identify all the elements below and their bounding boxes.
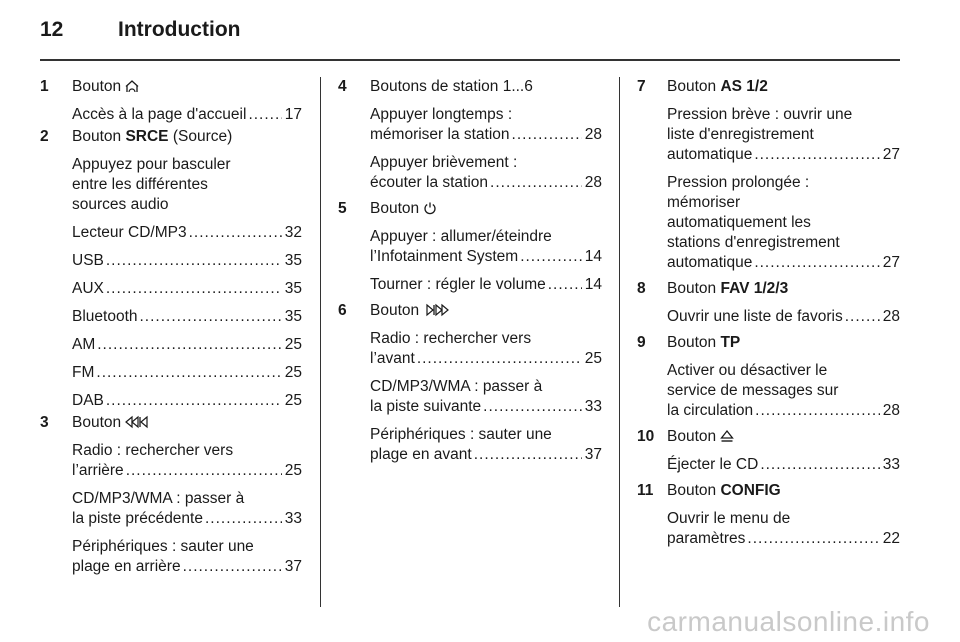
- entry-label: Bouton: [72, 413, 302, 433]
- list-item: CD/MP3/WMA : passer à la piste précédente ..... 33: [72, 489, 302, 529]
- list-item: Lecteur CD/MP3 ..... 32: [72, 223, 302, 243]
- list-item: Périphériques : sauter une plage en avant ..... 37: [370, 425, 602, 465]
- list-item: Appuyer longtemps : mémoriser la station ..... 28: [370, 105, 602, 145]
- entry-9: [637, 333, 900, 421]
- entry-label: Boutons de station 1...6: [370, 78, 533, 95]
- entry-4: [338, 77, 602, 193]
- rewind-prev-icon: [125, 415, 151, 429]
- entry-10: [637, 427, 900, 475]
- entry-3: [40, 413, 302, 577]
- power-icon: [423, 201, 437, 215]
- entry-number: 9: [637, 334, 646, 351]
- entry-number: 7: [637, 78, 646, 95]
- entry-11: [637, 481, 900, 549]
- entry-5: [338, 199, 602, 295]
- entry-6: [338, 301, 602, 465]
- list-item: AUX ..... 35: [72, 279, 302, 299]
- entry-label: Bouton AS 1/2: [667, 78, 768, 95]
- entry-description: Appuyez pour basculer entre les différentes sources audio: [72, 156, 231, 213]
- list-item: Radio : rechercher vers l’avant ..... 25: [370, 329, 602, 369]
- entry-number: 8: [637, 280, 646, 297]
- entry-number: 5: [338, 200, 347, 217]
- column-divider-1: [320, 77, 321, 607]
- list-item: Activer ou désactiver le service de messages sur la circulation ..... 28: [667, 361, 900, 421]
- entry-number: 6: [338, 302, 347, 319]
- list-item: Accès à la page d'accueil ..... 17: [72, 105, 302, 125]
- page-number: 12: [40, 18, 64, 41]
- entry-number: 11: [637, 482, 654, 499]
- entry-number: 1: [40, 78, 49, 95]
- list-item: CD/MP3/WMA : passer à la piste suivante ..... 33: [370, 377, 602, 417]
- entry-label: Bouton SRCE (Source): [72, 128, 233, 145]
- entry-number: 2: [40, 128, 49, 145]
- column-3: [637, 77, 900, 549]
- entry-number: 3: [40, 414, 49, 431]
- list-item: USB ..... 35: [72, 251, 302, 271]
- list-item: Ouvrir une liste de favoris ..... 28: [667, 307, 900, 327]
- entry-label: Bouton CONFIG: [667, 482, 781, 499]
- entry-1: [40, 77, 302, 125]
- list-item: Ouvrir le menu de paramètres ..... 22: [667, 509, 900, 549]
- entry-number: 4: [338, 78, 347, 95]
- entry-number: 10: [637, 428, 655, 445]
- list-item: Éjecter le CD ..... 33: [667, 455, 900, 475]
- eject-icon: [720, 429, 734, 443]
- list-item: Tourner : régler le volume ..... 14: [370, 275, 602, 295]
- list-item: Périphériques : sauter une plage en arrière ..... 37: [72, 537, 302, 577]
- list-item: Pression brève : ouvrir une liste d'enregistrement automatique ..... 27: [667, 105, 900, 165]
- entry-2: [40, 127, 302, 411]
- entry-8: [637, 279, 900, 327]
- watermark: carmanualsonline.info: [647, 606, 930, 637]
- list-item: DAB ..... 25: [72, 391, 302, 411]
- column-1: [40, 77, 302, 577]
- entry-label: Bouton: [72, 77, 302, 97]
- list-item: Appuyer brièvement : écouter la station ..... 28: [370, 153, 602, 193]
- entry-label: Bouton: [667, 427, 900, 447]
- list-item: Radio : rechercher vers l’arrière ..... 25: [72, 441, 302, 481]
- page-title: Introduction: [118, 18, 241, 41]
- header-rule: [40, 59, 900, 61]
- entry-7: [637, 77, 900, 273]
- entry-label: Bouton TP: [667, 334, 741, 351]
- home-icon: [125, 79, 139, 93]
- list-item: AM ..... 25: [72, 335, 302, 355]
- column-2: [338, 77, 602, 465]
- entry-label: Bouton FAV 1/2/3: [667, 280, 789, 297]
- column-divider-2: [619, 77, 620, 607]
- next-forward-icon: [423, 303, 449, 317]
- entry-label: Bouton: [370, 199, 602, 219]
- entry-label: Bouton: [370, 301, 602, 321]
- list-item: Appuyer : allumer/éteindre l’Infotainment System ..... 14: [370, 227, 602, 267]
- list-item: Bluetooth ..... 35: [72, 307, 302, 327]
- list-item: Pression prolongée : mémoriser automatiquement les stations d'enregistrement automatique ..... 27: [667, 173, 900, 273]
- list-item: FM ..... 25: [72, 363, 302, 383]
